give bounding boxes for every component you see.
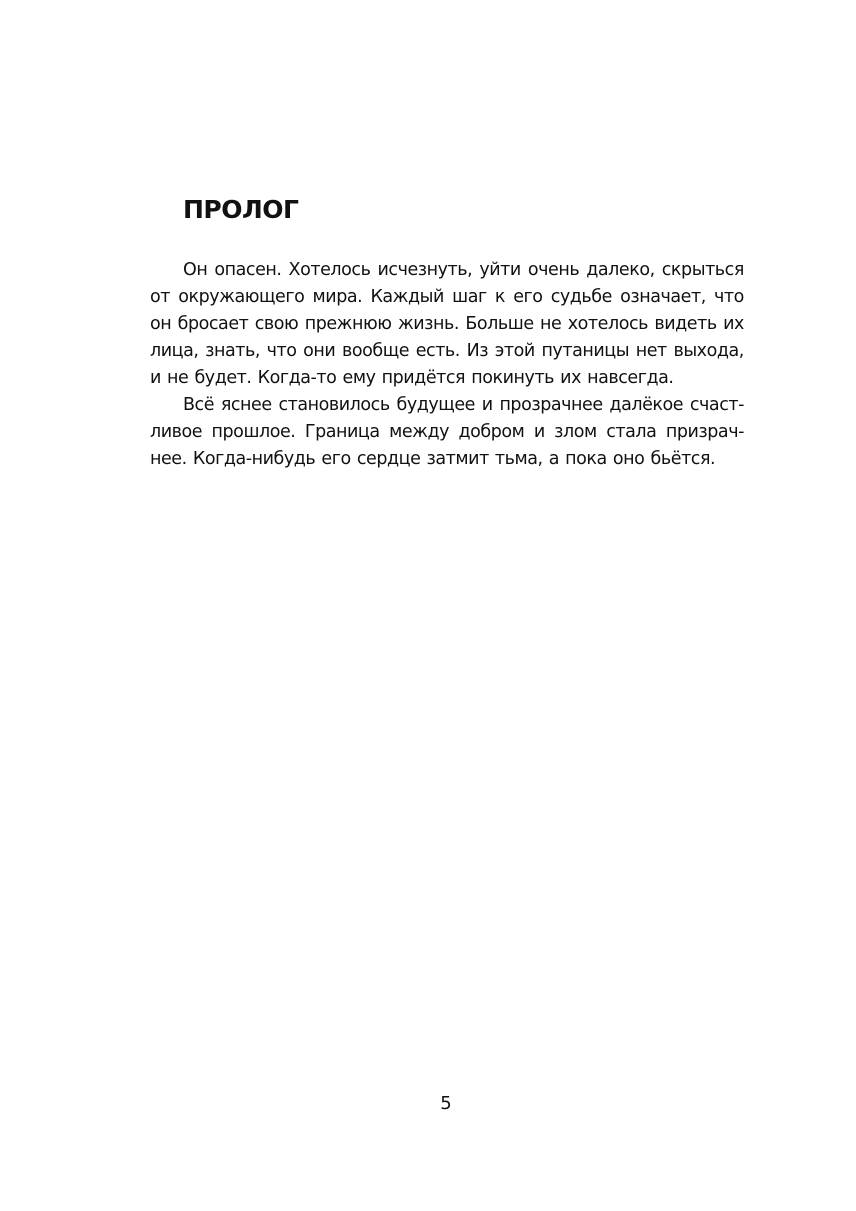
text-line	[150, 419, 744, 446]
word: прозрачнее	[499, 395, 603, 415]
word: яснее	[220, 395, 272, 415]
word: что	[266, 341, 297, 361]
text-line: и не будет. Когда-то ему придётся покинуть их навсегда.	[150, 368, 674, 388]
text-line	[150, 284, 744, 311]
text-line	[150, 311, 744, 338]
word: нет	[635, 341, 667, 361]
word: Хотелось	[288, 260, 371, 280]
word: шаг	[452, 287, 487, 307]
word: путаницы	[541, 341, 630, 361]
chapter-body	[150, 257, 744, 473]
word: Каждый	[370, 287, 444, 307]
word: есть.	[415, 341, 460, 361]
chapter-title: ПРОЛОГ	[183, 195, 299, 224]
word: Больше	[465, 314, 534, 334]
word: Из	[466, 341, 489, 361]
word: опасен.	[214, 260, 282, 280]
word: и	[533, 422, 545, 442]
word: судьбе	[550, 287, 612, 307]
word: Граница	[304, 422, 380, 442]
word: лица,	[150, 341, 199, 361]
word: и	[481, 395, 493, 415]
word: к	[494, 287, 506, 307]
word: бросает	[177, 314, 249, 334]
text-line	[150, 392, 744, 419]
word: ливое	[150, 422, 203, 442]
word: свою	[254, 314, 299, 334]
word: злом	[554, 422, 597, 442]
word: призрач-	[665, 422, 744, 442]
word: стала	[606, 422, 657, 442]
word: очень	[527, 260, 580, 280]
word: далеко,	[586, 260, 655, 280]
word: не	[540, 314, 562, 334]
word: выхода,	[673, 341, 744, 361]
word: исчезнуть,	[377, 260, 473, 280]
paragraph	[150, 392, 744, 473]
word: далёкое	[609, 395, 684, 415]
word: хотелось	[567, 314, 648, 334]
word: прошлое.	[211, 422, 296, 442]
word: от	[150, 287, 171, 307]
word: уйти	[479, 260, 521, 280]
word: Он	[183, 260, 208, 280]
word: между	[389, 422, 450, 442]
word: добром	[458, 422, 525, 442]
word: Всё	[183, 395, 215, 415]
word: прежнюю	[304, 314, 392, 334]
word: его	[513, 287, 543, 307]
word: что	[714, 287, 744, 307]
word: знать,	[205, 341, 260, 361]
word: счаст-	[689, 395, 744, 415]
text-line: нее. Когда-нибудь его сердце затмит тьма, а пока оно бьётся.	[150, 449, 716, 469]
word: этой	[494, 341, 535, 361]
word: скрыться	[661, 260, 744, 280]
page-number: 5	[440, 1093, 452, 1114]
word: жизнь.	[397, 314, 459, 334]
word: их	[723, 314, 744, 334]
word: будущее	[396, 395, 475, 415]
word: означает,	[620, 287, 706, 307]
word: окружающего	[178, 287, 305, 307]
word: он	[150, 314, 172, 334]
word: становилось	[278, 395, 390, 415]
paragraph	[150, 257, 744, 392]
text-line	[150, 257, 744, 284]
word: мира.	[312, 287, 363, 307]
word: вообще	[341, 341, 410, 361]
text-line	[150, 338, 744, 365]
word: видеть	[654, 314, 717, 334]
word: они	[303, 341, 336, 361]
